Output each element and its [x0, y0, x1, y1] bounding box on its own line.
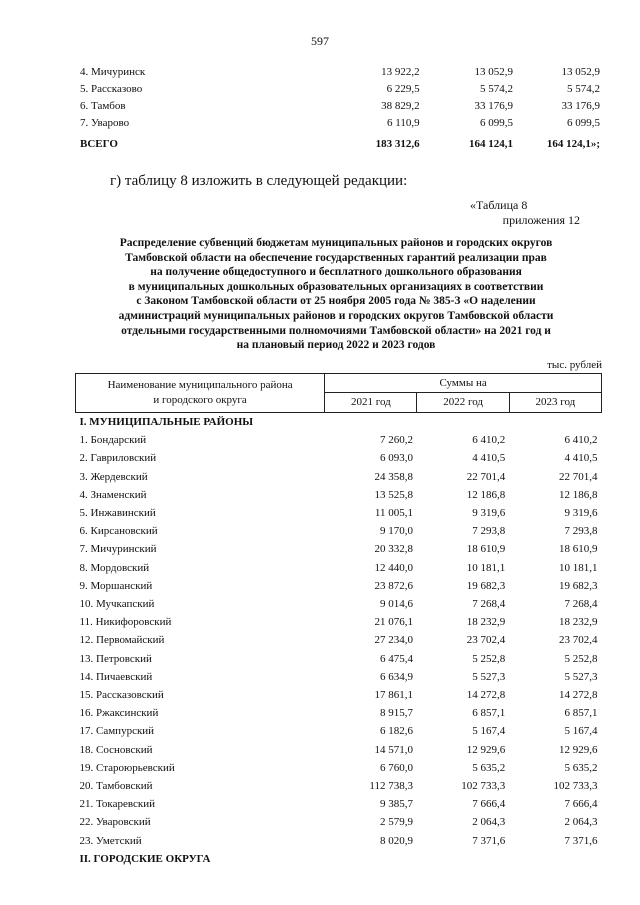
table-heading: [70, 236, 602, 353]
value-2023: 9 319,6: [564, 507, 598, 520]
value-2021: 6 110,9: [386, 117, 420, 129]
value-2021: 2 579,9: [379, 816, 413, 829]
sums-header: Суммы на: [325, 374, 602, 393]
value-2023: 6 410,2: [564, 434, 598, 447]
heading-line: на плановый период 2022 и 2023 годов: [236, 339, 436, 352]
row-name: 7. Уварово: [80, 117, 130, 129]
total-2023: 164 124,1»;: [546, 138, 600, 150]
value-2023: 4 410,5: [564, 452, 598, 465]
value-2022: 6 099,5: [479, 117, 513, 129]
amendment-instruction: г) таблицу 8 изложить в следующей редакции:: [110, 173, 408, 189]
table-row: [76, 559, 602, 577]
value-2022: 23 702,4: [466, 634, 506, 647]
year-header-2023: 2023 год: [509, 392, 601, 412]
district-name: 15. Рассказовский: [79, 689, 164, 702]
table-row: [76, 741, 602, 759]
heading-line: с Законом Тамбовской области от 25 ноября 2005 года № 385-З «О наделении: [136, 295, 536, 308]
value-2023: 33 176,9: [561, 100, 600, 112]
table-row: [76, 449, 602, 467]
table-row: [76, 777, 602, 795]
value-2023: 6 099,5: [567, 117, 600, 129]
value-2023: 7 371,6: [564, 834, 598, 847]
district-name: 14. Пичаевский: [79, 670, 153, 683]
table-row: [80, 81, 600, 98]
district-name: 18. Сосновский: [79, 743, 153, 756]
heading-line: в муниципальных дошкольных образовательных организациях в соответствии: [128, 280, 544, 293]
value-2023: 5 574,2: [567, 83, 600, 95]
value-2022: 7 293,8: [472, 525, 506, 538]
district-name: 9. Моршанский: [79, 579, 153, 592]
value-2023: 102 733,3: [553, 780, 598, 793]
appendix-line-1: «Таблица 8: [470, 198, 528, 212]
table-row: [76, 631, 602, 649]
table-row: [76, 722, 602, 740]
table-row: [76, 686, 602, 704]
table-row: [76, 504, 602, 522]
value-2022: 5 635,2: [472, 761, 506, 774]
table-row: [76, 650, 602, 668]
value-2023: 7 666,4: [564, 798, 598, 811]
value-2022: 7 268,4: [472, 598, 506, 611]
district-name: 22. Уваровский: [79, 816, 151, 829]
value-2021: 9 385,7: [379, 798, 413, 811]
subvention-table: [75, 373, 602, 868]
value-2022: 5 167,4: [472, 725, 506, 738]
value-2021: 6 634,9: [379, 670, 413, 683]
section-row-city-districts: [76, 850, 602, 868]
heading-line: администраций муниципальных районов и городских округов Тамбовской области: [118, 309, 554, 322]
value-2022: 12 929,6: [466, 743, 506, 756]
value-2022: 33 176,9: [474, 100, 513, 112]
value-2021: 14 571,0: [374, 743, 413, 756]
value-2023: 7 293,8: [564, 525, 598, 538]
district-name: 10. Мучкапский: [79, 598, 155, 611]
district-name: 19. Староюрьевский: [79, 761, 175, 774]
table-row: [80, 64, 600, 81]
district-name: 8. Мордовский: [79, 561, 150, 574]
value-2021: 9 170,0: [379, 525, 413, 538]
appendix-reference: [460, 198, 580, 228]
heading-line: отдельными государственными полномочиями Тамбовской области» на 2021 год и: [121, 324, 551, 337]
value-2021: 13 922,2: [381, 66, 420, 78]
district-name: 6. Кирсановский: [79, 525, 158, 538]
value-2021: 7 260,2: [379, 434, 413, 447]
value-2021: 38 829,2: [381, 100, 420, 112]
value-2022: 18 232,9: [466, 616, 506, 629]
value-2022: 5 527,3: [472, 670, 506, 683]
total-row: [80, 132, 600, 153]
table-row: [76, 486, 602, 504]
total-2022: 164 124,1: [468, 138, 513, 150]
row-name: 5. Рассказово: [80, 83, 143, 95]
district-name: 2. Гавриловский: [79, 452, 157, 465]
value-2021: 6 760,0: [379, 761, 413, 774]
value-2021: 8 020,9: [379, 834, 413, 847]
table-row: [80, 98, 600, 115]
value-2022: 12 186,8: [466, 488, 506, 501]
table-row: [76, 431, 602, 449]
section-title: II. ГОРОДСКИЕ ОКРУГА: [79, 852, 211, 865]
value-2023: 10 181,1: [559, 561, 598, 574]
table-row: [76, 759, 602, 777]
heading-line: Тамбовской области на обеспечение государственных гарантий реализации прав: [125, 251, 547, 264]
district-name: 23. Уметский: [79, 834, 142, 847]
value-2023: 18 610,9: [559, 543, 598, 556]
value-2021: 13 525,8: [374, 488, 413, 501]
value-2021: 6 182,6: [379, 725, 413, 738]
table-row: [76, 468, 602, 486]
value-2021: 17 861,1: [374, 689, 413, 702]
value-2023: 14 272,8: [559, 689, 598, 702]
district-name: 7. Мичуринский: [79, 543, 157, 556]
value-2022: 7 666,4: [472, 798, 506, 811]
value-2023: 13 052,9: [561, 66, 600, 78]
value-2022: 2 064,3: [472, 816, 506, 829]
district-name: 17. Сампурский: [79, 725, 155, 738]
value-2021: 6 229,5: [386, 83, 420, 95]
value-2021: 6 093,0: [379, 452, 413, 465]
value-2023: 2 064,3: [564, 816, 598, 829]
table-row: [76, 704, 602, 722]
value-2022: 9 319,6: [472, 507, 506, 520]
value-2022: 102 733,3: [461, 780, 506, 793]
district-name: 16. Ржаксинский: [79, 707, 159, 720]
section-title: I. МУНИЦИПАЛЬНЫЕ РАЙОНЫ: [79, 416, 254, 428]
district-name: 20. Тамбовский: [79, 780, 153, 793]
value-2021: 23 872,6: [374, 579, 413, 592]
value-2022: 14 272,8: [466, 689, 506, 702]
value-2022: 4 410,5: [472, 452, 506, 465]
value-2023: 19 682,3: [559, 579, 598, 592]
row-name: 4. Мичуринск: [80, 66, 146, 78]
district-name: 1. Бондарский: [79, 434, 147, 447]
value-2022: 22 701,4: [466, 470, 506, 483]
name-header-line-1: Наименование муниципального района: [107, 379, 293, 391]
appendix-line-2: приложения 12: [502, 213, 580, 227]
table-row: [76, 795, 602, 813]
name-header-line-2: и городского округа: [153, 394, 247, 406]
value-2021: 6 475,4: [379, 652, 413, 665]
value-2023: 23 702,4: [559, 634, 598, 647]
name-column-header: [76, 374, 325, 413]
district-name: 12. Первомайский: [79, 634, 165, 647]
value-2022: 13 052,9: [474, 66, 513, 78]
value-2022: 6 410,2: [472, 434, 506, 447]
value-2022: 18 610,9: [466, 543, 506, 556]
value-2023: 12 186,8: [559, 488, 598, 501]
value-2023: 22 701,4: [559, 470, 598, 483]
value-2021: 24 358,8: [374, 470, 413, 483]
table-row: [80, 115, 600, 132]
value-2021: 20 332,8: [374, 543, 413, 556]
value-2021: 11 005,1: [374, 507, 413, 520]
total-label: ВСЕГО: [80, 138, 118, 150]
district-name: 13. Петровский: [79, 652, 152, 665]
value-2021: 112 738,3: [369, 780, 413, 793]
value-2022: 19 682,3: [466, 579, 506, 592]
table-row: [76, 668, 602, 686]
table-row: [76, 595, 602, 613]
value-2023: 5 252,8: [564, 652, 598, 665]
table-row: [76, 813, 602, 831]
value-2021: 9 014,6: [379, 598, 413, 611]
units-label: тыс. рублей: [547, 359, 602, 371]
value-2022: 7 371,6: [472, 834, 506, 847]
value-2023: 5 635,2: [564, 761, 598, 774]
value-2022: 6 857,1: [472, 707, 506, 720]
year-header-2022: 2022 год: [417, 392, 509, 412]
district-name: 5. Инжавинский: [79, 507, 156, 520]
table-row: [76, 613, 602, 631]
district-name: 4. Знаменский: [79, 488, 147, 501]
district-name: 3. Жердевский: [79, 470, 148, 483]
heading-line: Распределение субвенций бюджетам муниципальных районов и городских округов: [119, 237, 553, 249]
value-2021: 8 915,7: [379, 707, 413, 720]
page-number: 597: [311, 34, 329, 48]
value-2023: 6 857,1: [564, 707, 598, 720]
table-row: [76, 832, 602, 850]
previous-table-tail: [80, 64, 600, 153]
year-header-2021: 2021 год: [325, 392, 417, 412]
value-2023: 18 232,9: [559, 616, 598, 629]
value-2023: 5 167,4: [564, 725, 598, 738]
value-2023: 7 268,4: [564, 598, 598, 611]
value-2021: 12 440,0: [374, 561, 413, 574]
value-2022: 10 181,1: [466, 561, 506, 574]
value-2023: 12 929,6: [559, 743, 598, 756]
table-row: [76, 577, 602, 595]
section-row-districts: [76, 413, 602, 432]
table-row: [76, 540, 602, 558]
total-2021: 183 312,6: [375, 138, 420, 150]
value-2022: 5 574,2: [479, 83, 513, 95]
table-row: [76, 522, 602, 540]
value-2023: 5 527,3: [564, 670, 598, 683]
value-2021: 27 234,0: [374, 634, 413, 647]
heading-line: на получение общедоступного и бесплатного дошкольного образования: [150, 266, 522, 279]
value-2021: 21 076,1: [374, 616, 413, 629]
district-name: 21. Токаревский: [79, 798, 155, 811]
value-2022: 5 252,8: [472, 652, 506, 665]
row-name: 6. Тамбов: [80, 100, 126, 112]
district-name: 11. Никифоровский: [79, 616, 172, 629]
